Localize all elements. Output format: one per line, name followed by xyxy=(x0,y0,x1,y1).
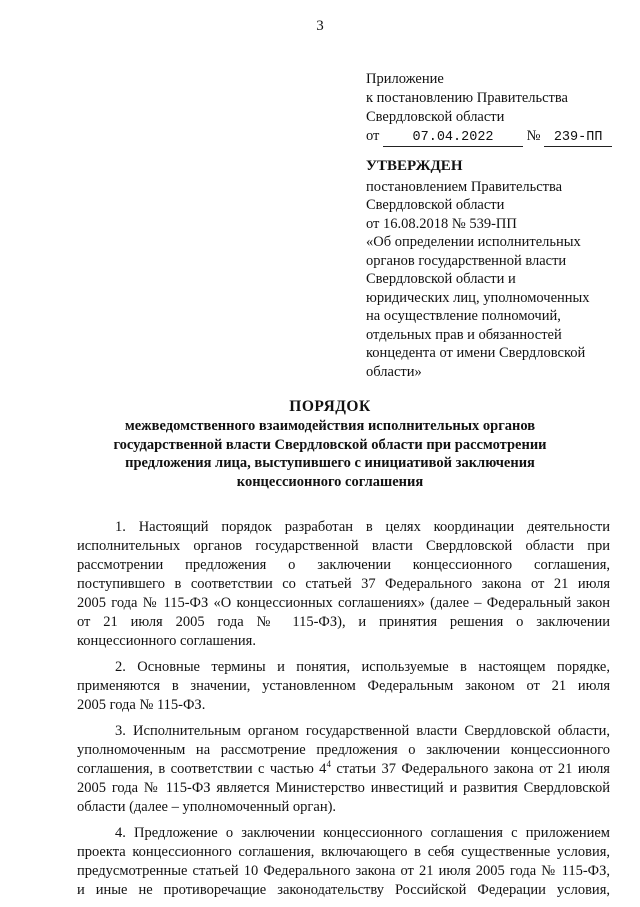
number-value: 239-ПП xyxy=(544,130,612,147)
approval-line: области» xyxy=(366,363,422,380)
approval-line: Свердловской области и xyxy=(366,271,516,287)
approval-line: «Об определении исполнительных xyxy=(366,234,581,250)
approval-line: от 16.08.2018 № 539-ПП xyxy=(366,215,517,232)
text-line: 2005 года № 115-ФЗ является Министерство инвестиций и развития Свердловской xyxy=(77,780,610,796)
text-line: проекта концессионного соглашения, включающего в себя существенные условия, xyxy=(77,844,610,860)
text-line: исполнительных органов государственной власти Свердловской области при xyxy=(77,538,610,554)
text-line: рассмотрении предложения о заключении концессионного соглашения, xyxy=(77,557,610,573)
approval-line: юридических лиц, уполномоченных xyxy=(366,289,590,306)
text-line: 4. Предложение о заключении концессионного соглашения с приложением xyxy=(115,825,610,841)
text-fragment: соглашения, в соответствии с частью 4 xyxy=(77,761,327,777)
document-body xyxy=(77,518,610,907)
text-fragment: статьи 37 Федерального закона от 21 июля xyxy=(330,761,610,777)
text-line: 2005 года № 115-ФЗ. xyxy=(77,697,206,713)
paragraph-3 xyxy=(77,722,610,817)
paragraph-1 xyxy=(77,518,610,651)
document-title xyxy=(90,397,570,491)
title-line: концессионного соглашения xyxy=(236,473,424,490)
title-main: ПОРЯДОК xyxy=(289,398,371,415)
approval-line: Свердловской области xyxy=(366,197,505,213)
approval-line: отдельных прав и обязанностей xyxy=(366,326,562,343)
date-prefix: от xyxy=(366,128,380,144)
date-value: 07.04.2022 xyxy=(383,130,523,147)
text-line xyxy=(77,760,610,779)
approval-line: постановлением Правительства xyxy=(366,178,563,195)
appendix-line: Свердловской области xyxy=(366,109,505,125)
title-line: государственной власти Свердловской области при рассмотрении xyxy=(113,436,547,453)
text-line: 2005 года № 115-ФЗ «О концессионных соглашениях» (далее – Федеральный закон xyxy=(77,595,610,611)
text-line: концессионного соглашения. xyxy=(77,633,256,649)
approval-line: органов государственной власти xyxy=(366,252,567,269)
approval-line: на осуществление полномочий, xyxy=(366,308,561,324)
title-line: предложения лица, выступившего с инициативой заключения xyxy=(125,455,535,471)
approval-heading: УТВЕРЖДЕН xyxy=(366,158,463,174)
text-line: поступившего в соответствии со статьей 37 Федерального закона от 21 июля xyxy=(77,576,610,592)
title-line: межведомственного взаимодействия исполнительных органов xyxy=(124,418,536,434)
number-prefix: № xyxy=(526,128,541,144)
page-number: 3 xyxy=(316,18,324,34)
text-line: применяются в значении, установленном Федеральным законом от 21 июля xyxy=(77,678,610,694)
paragraph-2 xyxy=(77,658,610,715)
text-line: 2. Основные термины и понятия, используемые в настоящем порядке, xyxy=(115,659,610,675)
text-line: 3. Исполнительным органом государственной власти Свердловской области, xyxy=(115,723,610,739)
appendix-line: Приложение xyxy=(366,71,444,87)
appendix-block xyxy=(366,70,626,147)
text-line: и иные не противоречащие законодательству Российской Федерации условия, xyxy=(77,882,610,898)
text-line: уполномоченным на рассмотрение предложения о заключении концессионного xyxy=(77,742,610,758)
paragraph-4 xyxy=(77,824,610,900)
text-line: от 21 июля 2005 года № 115-ФЗ), и принятия решения о заключении xyxy=(77,614,610,630)
appendix-line: к постановлению Правительства xyxy=(366,90,568,106)
approval-block xyxy=(366,157,606,381)
appendix-date-line xyxy=(366,127,626,147)
approval-line: концедента от имени Свердловской xyxy=(366,345,586,361)
text-line: области (далее – уполномоченный орган). xyxy=(77,799,337,815)
text-line: предусмотренные статьей 10 Федерального закона от 21 июля 2005 года № 115-ФЗ, xyxy=(77,863,610,879)
superscript: 4 xyxy=(326,759,331,770)
text-line: 1. Настоящий порядок разработан в целях координации деятельности xyxy=(115,519,610,535)
